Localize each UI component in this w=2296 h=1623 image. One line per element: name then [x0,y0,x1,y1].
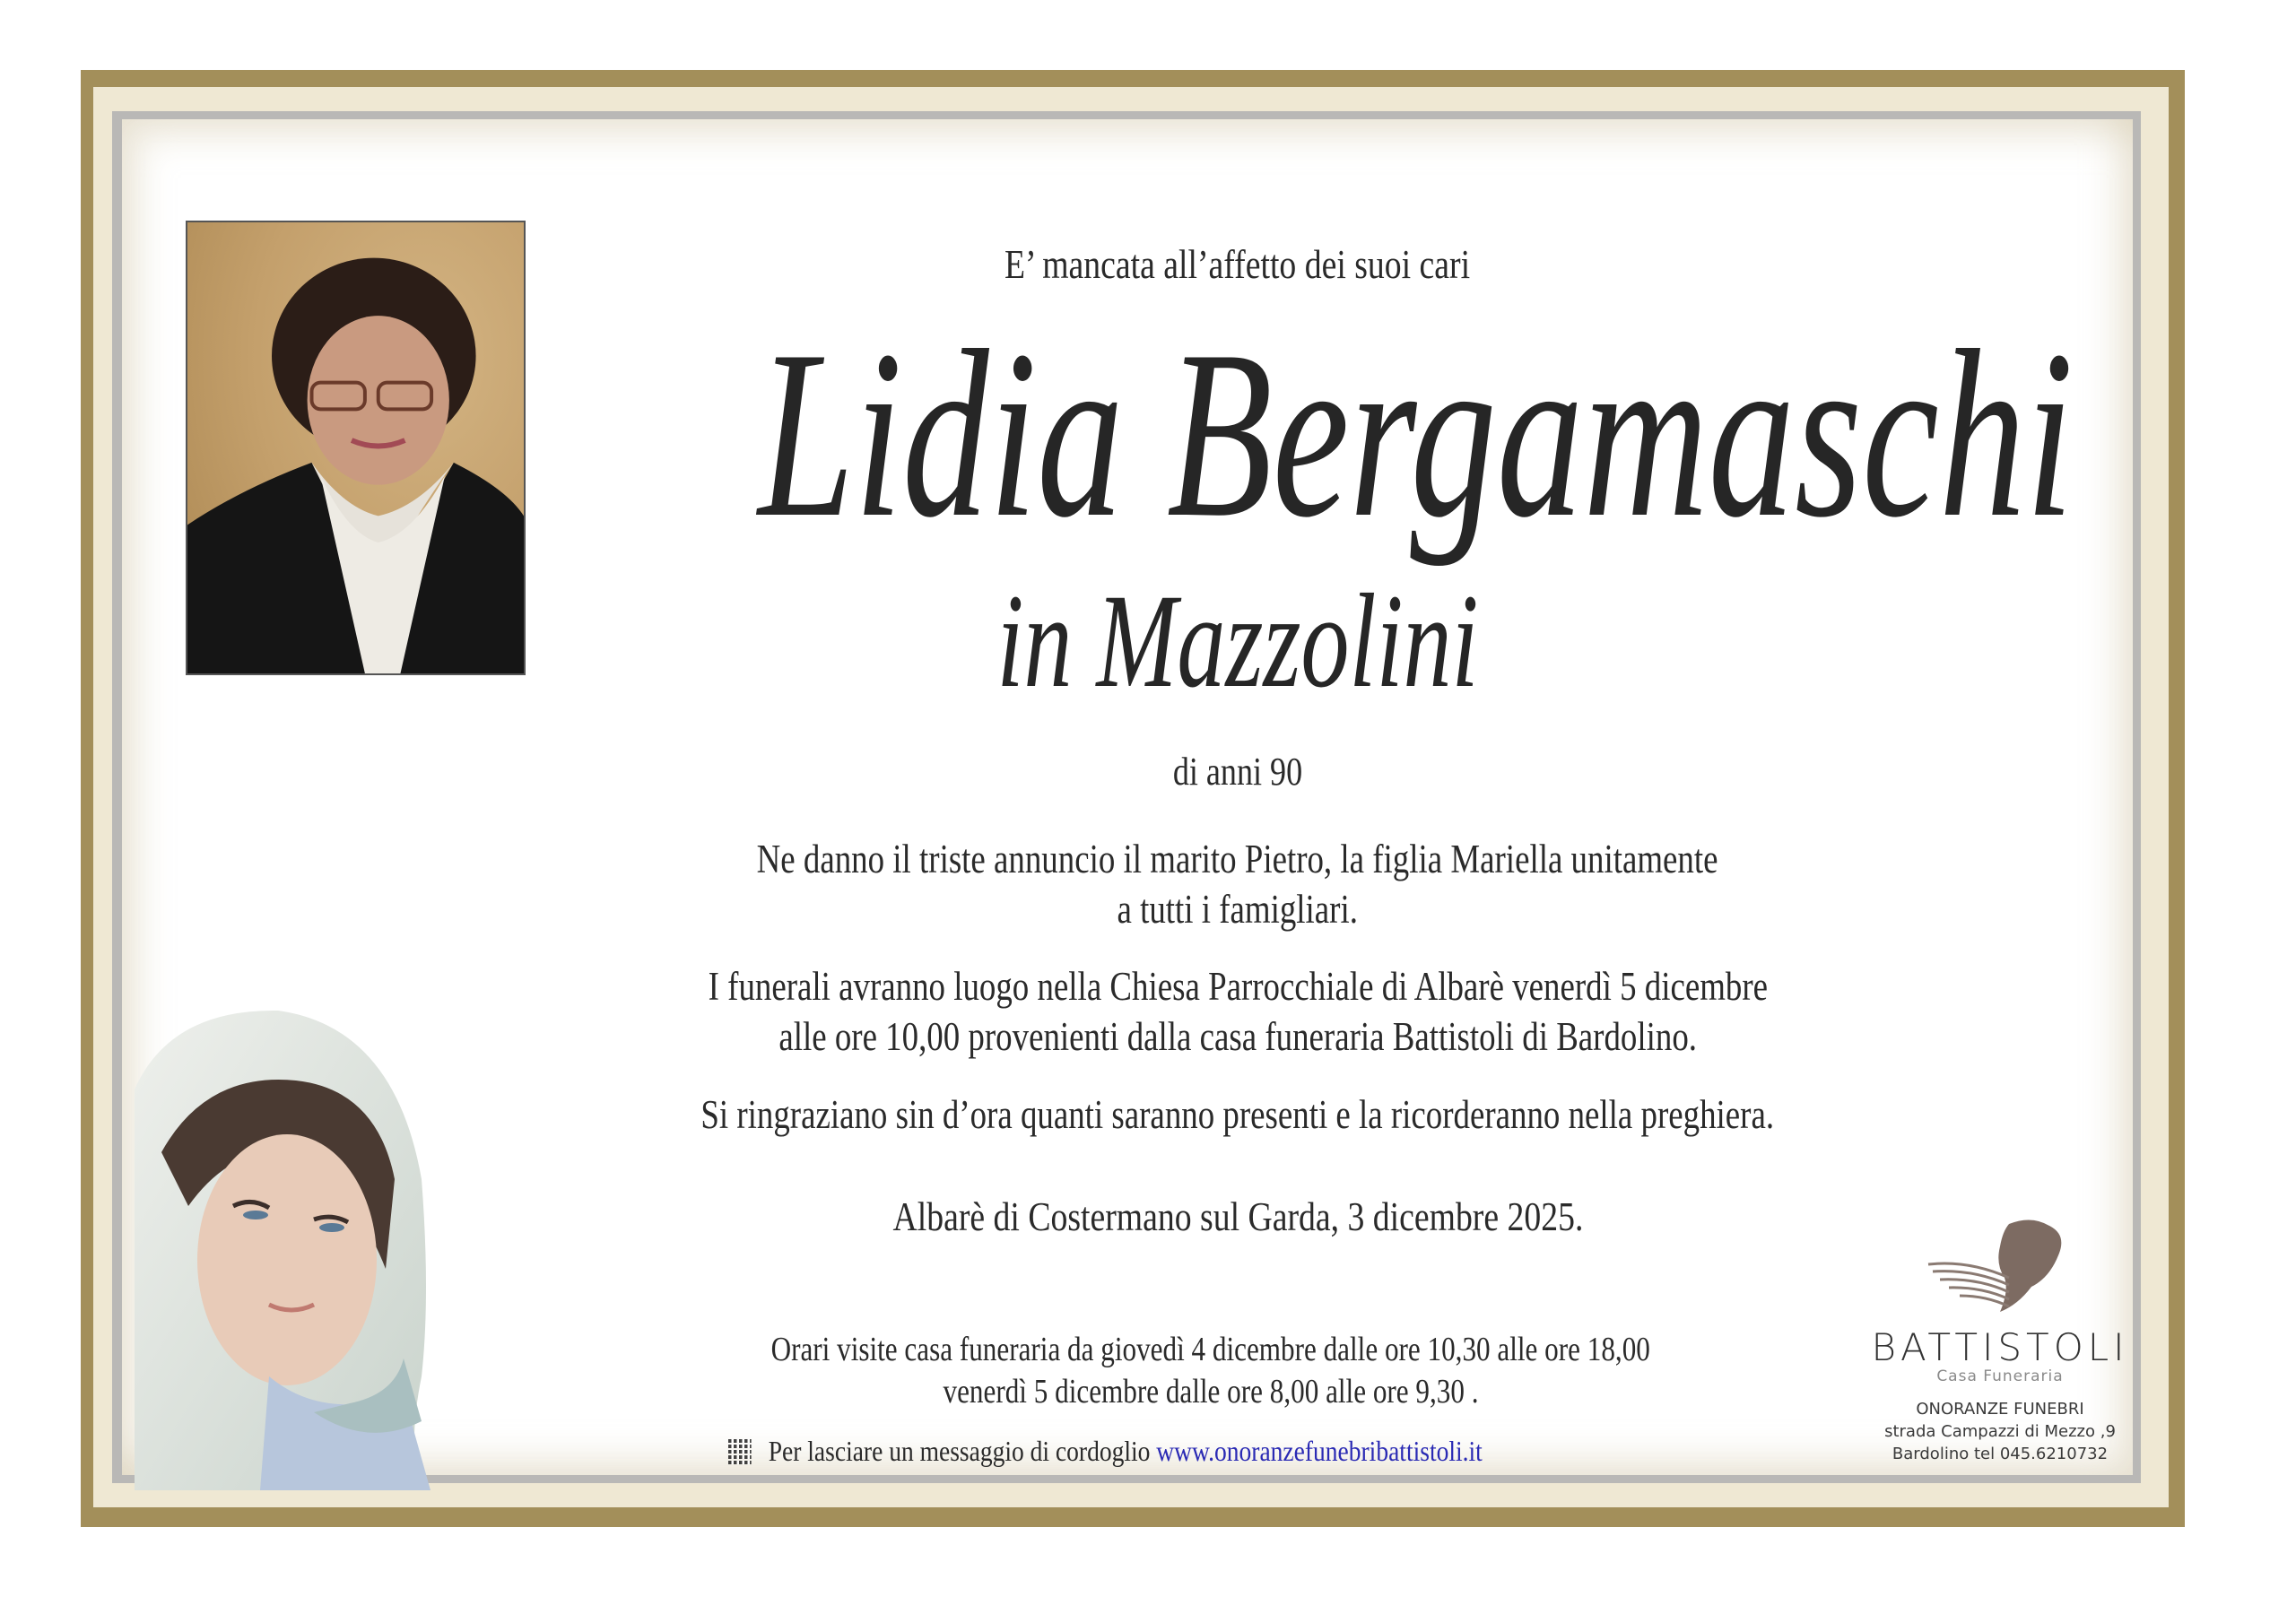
funeral-home-address: strada Campazzi di Mezzo ,9 [1884,1422,2116,1441]
age-text: di anni 90 [1172,750,1303,794]
madonna-image-icon [135,1000,430,1490]
thanks-text: Si ringraziano sin d’ora quanti saranno presenti e la ricorderanno nella preghiera. [700,1092,1775,1137]
thanks-paragraph [502,1089,1973,1140]
condolence-website-link[interactable]: www.onoranzefunebribattistoli.it [1156,1435,1483,1467]
qr-code-icon[interactable] [728,1437,752,1464]
dateline [502,1193,1973,1240]
age-line [502,749,1973,794]
married-name-text: in Mazzolini [996,567,1479,716]
visiting-hours-line-2: venerdì 5 dicembre dalle ore 8,00 alle ore 9,30 . [943,1373,1479,1410]
portrait-photo [186,221,526,675]
intro-text: E’ mancata all’affetto dei suoi cari [1004,241,1471,287]
married-name [502,567,1973,716]
funeral-paragraph [502,961,1973,1062]
condolence-line [728,1435,1605,1468]
visiting-hours [538,1329,1883,1413]
portrait-photo-icon [187,222,524,673]
deceased-name [502,300,2074,567]
dateline-text: Albarè di Costermano sul Garda, 3 dicembre 2025. [892,1193,1583,1239]
visiting-hours-line-1: Orari visite casa funeraria da giovedì 4 dicembre dalle ore 10,30 alle ore 18,00 [770,1331,1651,1368]
madonna-image [135,1000,430,1490]
announcement-line-2: a tutti i famigliari. [1117,887,1359,932]
funeral-line-1: I funerali avranno luogo nella Chiesa Parrocchiale di Albarè venerdì 5 dicembre [708,964,1768,1009]
funeral-home-contact: Bardolino tel 045.6210732 [1892,1445,2109,1463]
funeral-home-logo [1848,1215,2152,1465]
announcement-line-1: Ne danno il triste annuncio il marito Pietro, la figlia Mariella unitamente [757,837,1718,881]
funeral-home-subtitle: Casa Funeraria [1936,1367,2064,1385]
funeral-line-2: alle ore 10,00 provenienti dalla casa funeraria Battistoli di Bardolino. [778,1014,1697,1059]
funeral-home-name: BATTISTOLI [1871,1325,2129,1369]
intro-line [502,240,1973,288]
announcement-paragraph [502,834,1973,934]
condolence-text: Per lasciare un messaggio di cordoglio [768,1435,1151,1467]
deceased-name-text: Lidia Bergamaschi [758,300,2074,567]
angel-wing-icon [1924,1215,2076,1318]
funeral-home-service: ONORANZE FUNEBRI [1916,1400,2084,1419]
